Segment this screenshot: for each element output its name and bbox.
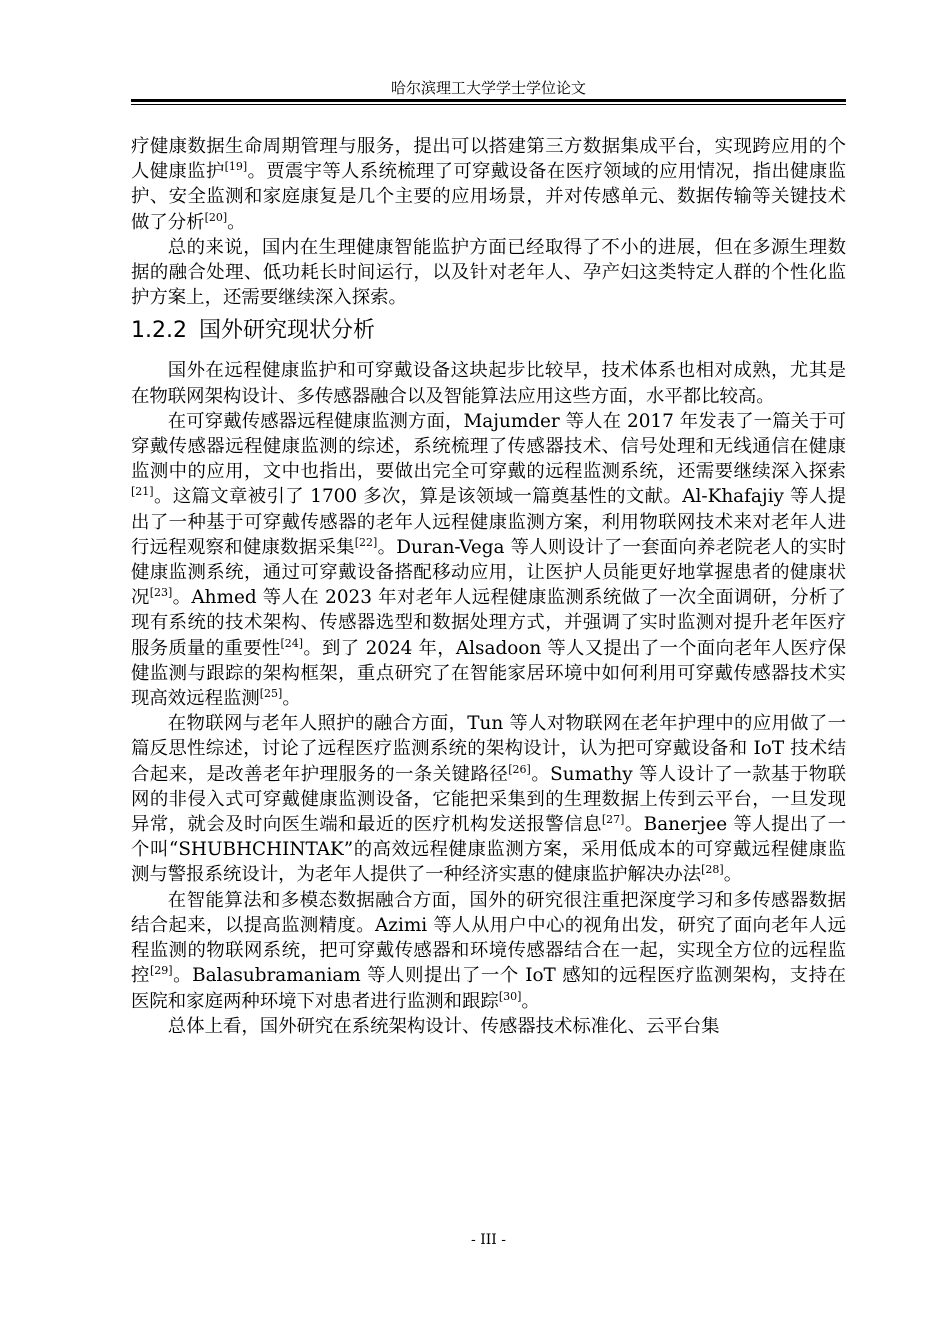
citation-ref: [23]: [149, 586, 173, 600]
section-heading: [131, 316, 846, 346]
body-paragraph: 疗健康数据生命周期管理与服务，提出可以搭建第三方数据集成平台，实现跨应用的个人健康监护[19]。贾震宇等人系统梳理了可穿戴设备在医疗领域的应用情况，指出健康监护、安全监测和家庭康复是几个主要的应用场景，并对传感单元、数据传输等关键技术做了分析[20]。: [131, 136, 846, 233]
citation-ref: [21]: [131, 485, 154, 499]
citation-ref: [25]: [259, 687, 283, 701]
body-paragraph: 在物联网与老年人照护的融合方面，Tun 等人对物联网在老年护理中的应用做了一篇反思性综述，讨论了远程医疗监测系统的架构设计，认为把可穿戴设备和 IoT 技术结合起来，是改善老年护理服务的一条关键路径[26]。Sumathy 等人设计了一款基于物联网的非侵入式可穿戴健康监测设备，它能把采集到的生理数据上传到云平台，一旦发现异常，就会及时向医生端和最近的医疗机构发送报警信息[27]。Banerjee 等人提出了一个叫“SHUBHCHINTAK”的高效远程健康监测方案，采用低成本的可穿戴远程健康监测与警报系统设计，为老年人提供了一种经济实惠的健康监护解决办法[28]。: [131, 713, 846, 886]
citation-ref: [19]: [224, 160, 248, 174]
citation-ref: [28]: [701, 863, 724, 877]
citation-ref: [24]: [280, 636, 304, 650]
section-title: 国外研究现状分析: [198, 318, 375, 344]
paragraphs-after: [131, 358, 846, 1038]
body-paragraph: 总的来说，国内在生理健康智能监护方面已经取得了不小的进展，但在多源生理数据的融合处理、低功耗长时间运行，以及针对老年人、孕产妇这类特定人群的个性化监护方案上，还需要继续深入探索。: [131, 236, 846, 309]
page-number: - III -: [471, 1232, 506, 1248]
paragraphs-before: [131, 134, 846, 310]
citation-ref: [29]: [149, 964, 173, 978]
header-rule-thin: [131, 104, 846, 105]
citation-ref: [30]: [498, 989, 522, 1003]
header-rule-thick: [131, 99, 846, 102]
citation-ref: [22]: [354, 535, 378, 549]
body-paragraph: 总体上看，国外研究在系统架构设计、传感器技术标准化、云平台集: [167, 1015, 720, 1037]
citation-ref: [26]: [508, 762, 531, 776]
citation-ref: [27]: [601, 813, 625, 827]
body-paragraph: 在智能算法和多模态数据融合方面，国外的研究很注重把深度学习和多传感器数据结合起来，以提高监测精度。Azimi 等人从用户中心的视角出发，研究了面向老年人远程监测的物联网系统，把可穿戴传感器和环境传感器结合在一起，实现全方位的远程监控[29]。Balasubramaniam 等人则提出了一个 IoT 感知的远程医疗监测架构，支持在医院和家庭两种环境下对患者进行监测和跟踪[30]。: [131, 889, 846, 1012]
body-paragraph: 国外在远程健康监护和可穿戴设备这块起步比较早，技术体系也相对成熟，尤其是在物联网架构设计、多传感器融合以及智能算法应用这些方面，水平都比较高。: [131, 360, 846, 407]
body-paragraph: 在可穿戴传感器远程健康监测方面，Majumder 等人在 2017 年发表了一篇关于可穿戴传感器远程健康监测的综述，系统梳理了传感器技术、信号处理和无线通信在健康监测中的应用，文中也指出，要做出完全可穿戴的远程监测系统，还需要继续深入探索[21]。这篇文章被引了 1700 多次，算是该领域一篇奠基性的文献。Al-Khafajiy 等人提出了一种基于可穿戴传感器的老年人远程健康监测方案，利用物联网技术来对老年人进行远程观察和健康数据采集[22]。Duran-Vega 等人则设计了一套面向养老院老人的实时健康监测系统，通过可穿戴设备搭配移动应用，让医护人员能更好地掌握患者的健康状况[23]。Ahmed 等人在 2023 年对老年人远程健康监测系统做了一次全面调研，分析了现有系统的技术架构、传感器选型和数据处理方式，并强调了实时监测对提升老年医疗服务质量的重要性[24]。到了 2024 年，Alsadoon 等人又提出了一个面向老年人医疗保健监测与跟踪的架构框架，重点研究了在智能家居环境中如何利用可穿戴传感器技术实现高效远程监测[25]。: [131, 410, 846, 710]
body-text: [131, 134, 846, 1039]
running-header: 哈尔滨理工大学学士学位论文: [390, 79, 586, 97]
citation-ref: [20]: [204, 210, 228, 224]
section-number: 1.2.2: [131, 318, 187, 344]
